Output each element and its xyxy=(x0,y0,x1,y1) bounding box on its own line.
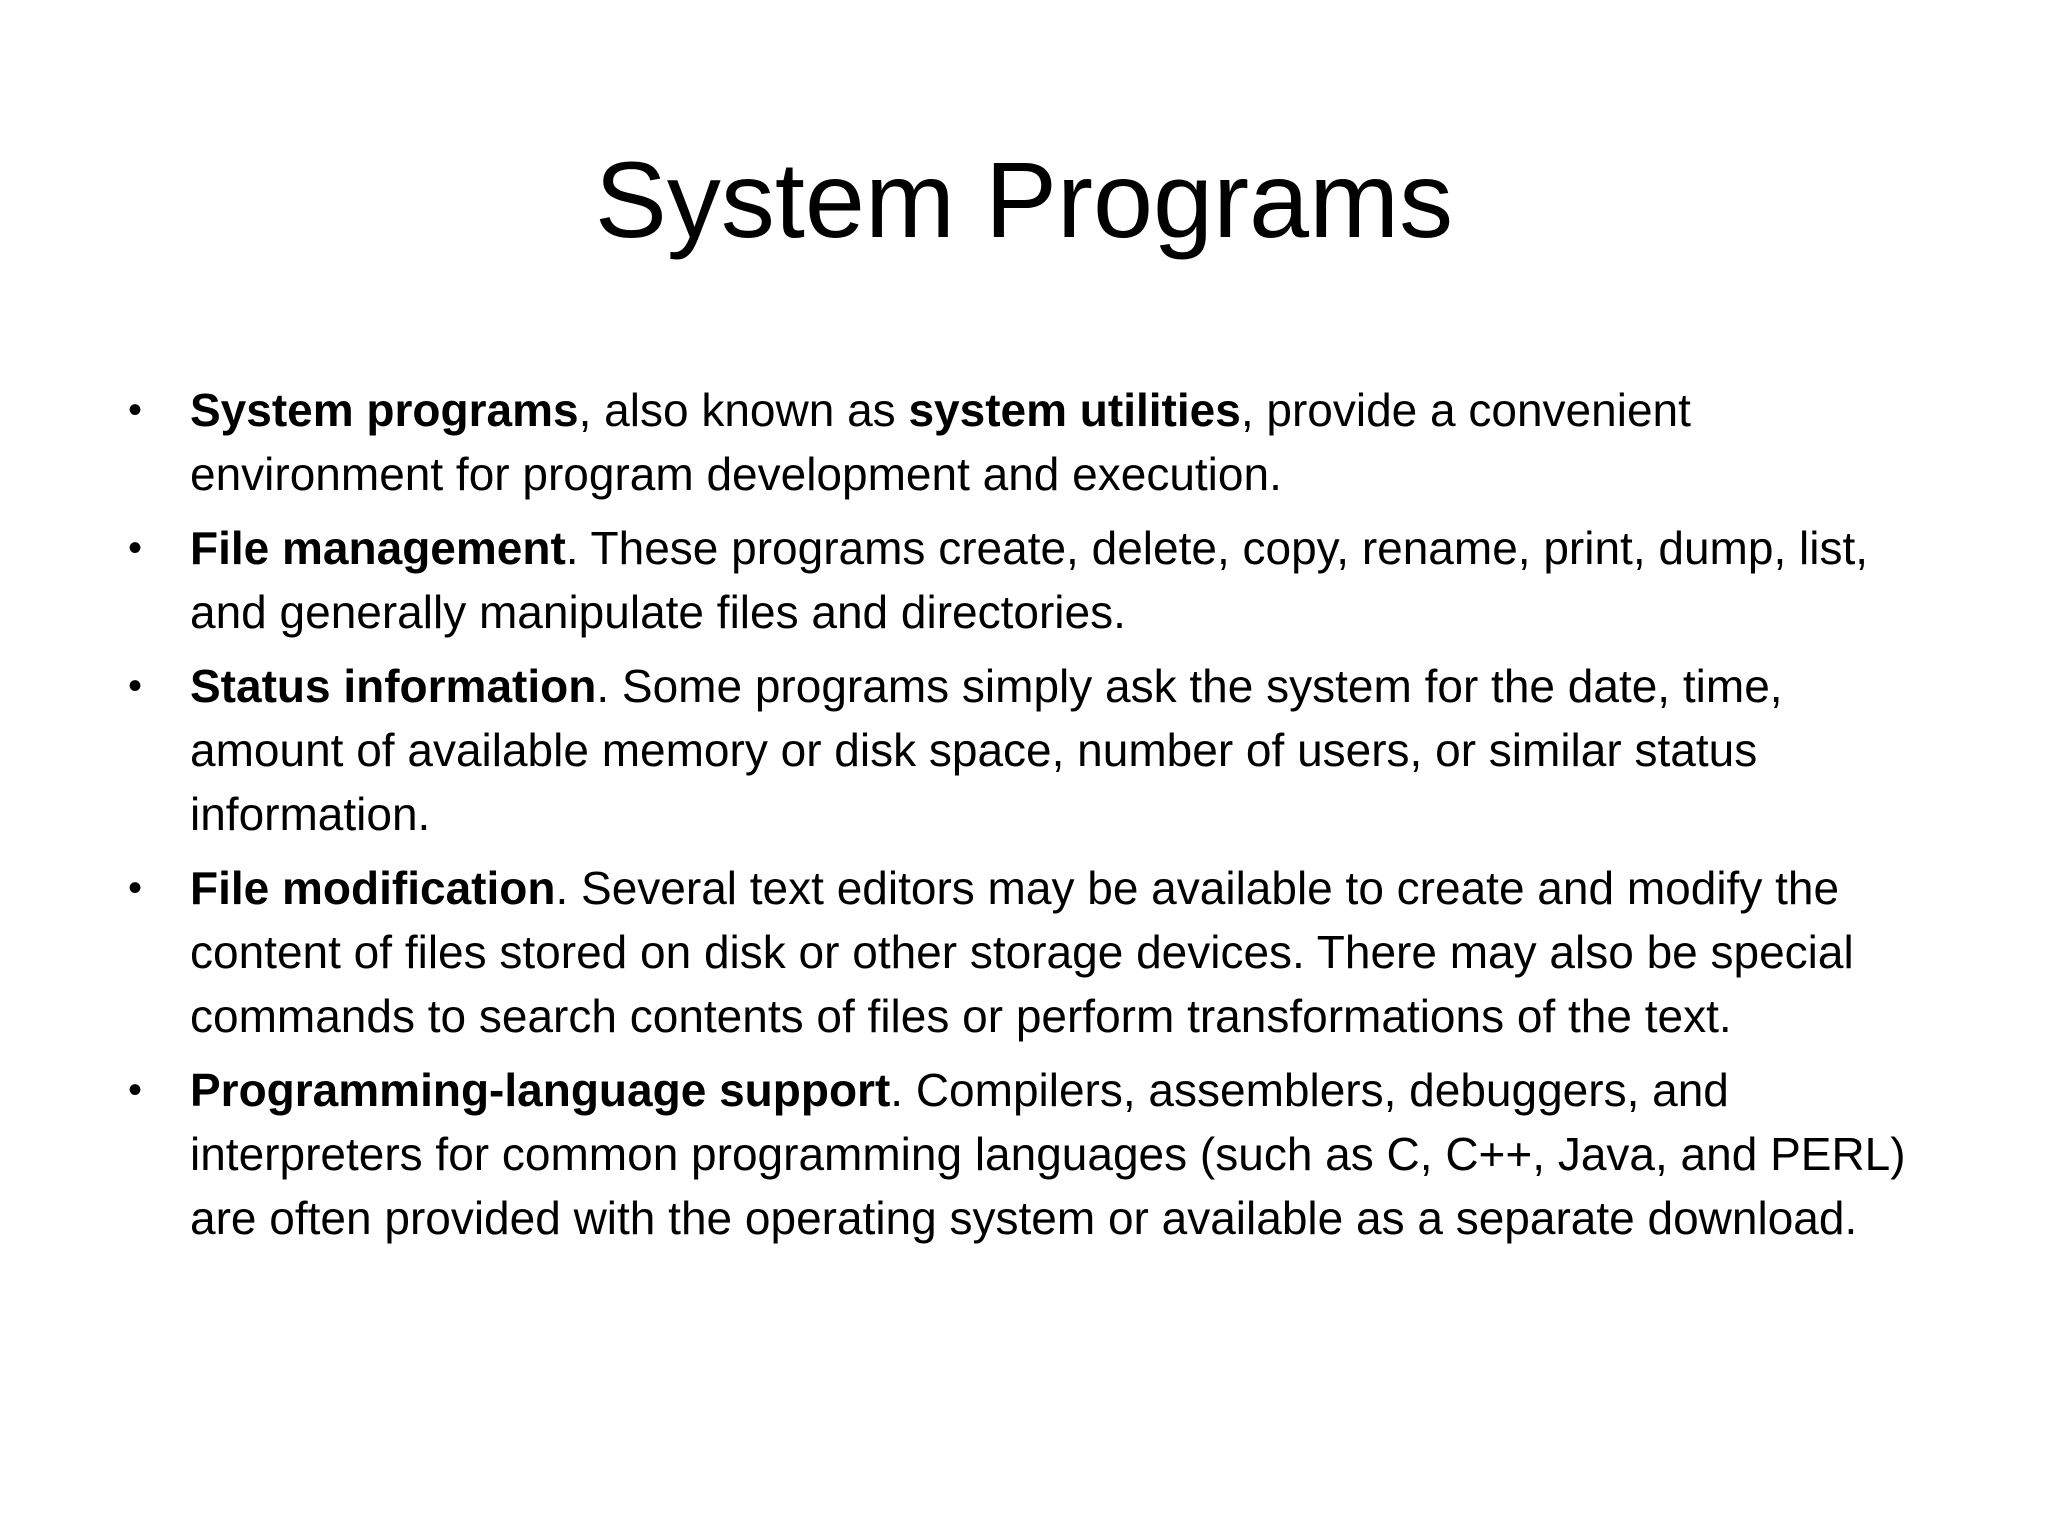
bullet-text-bold: Programming-language support xyxy=(190,1064,891,1116)
bullet-item xyxy=(120,378,1930,506)
bullet-item xyxy=(120,654,1930,846)
bullet-dot-icon: • xyxy=(128,1068,143,1112)
bullet-text-bold: File modification xyxy=(190,862,556,914)
bullet-text-bold: File management xyxy=(190,522,566,574)
bullet-text: . These programs create, delete, copy, rename, print, dump, list, and generally manipulate files and directories. xyxy=(190,522,1869,638)
bullet-text: . Compilers, assemblers, debuggers, and interpreters for common programming languages (such as C, C++, Java, and PERL) are often provided with the operating system or available as a separate download. xyxy=(190,1064,1906,1244)
bullet-text: . Some programs simply ask the system for the date, time, amount of available memory or disk space, number of users, or similar status information. xyxy=(190,660,1783,840)
bullet-text: , also known as xyxy=(578,384,909,436)
bullet-text: , provide a convenient environment for program development and execution. xyxy=(190,384,1691,500)
bullet-dot-icon: • xyxy=(128,664,143,708)
bullet-dot-icon: • xyxy=(128,866,143,910)
bullet-item xyxy=(120,1058,1930,1250)
bullet-text-bold: system utilities xyxy=(908,384,1241,436)
bullet-item xyxy=(120,856,1930,1048)
bullet-text: . Several text editors may be available to create and modify the content of files stored on disk or other storage devices. There may also be special commands to search contents of files or perform transformations of the text. xyxy=(190,862,1854,1042)
bullet-text-bold: Status information xyxy=(190,660,597,712)
bullet-text-bold: System programs xyxy=(190,384,579,436)
slide-title: System Programs xyxy=(594,139,1454,260)
bullet-list xyxy=(120,378,1930,1260)
bullet-dot-icon: • xyxy=(128,526,143,570)
bullet-item xyxy=(120,516,1930,644)
bullet-dot-icon: • xyxy=(128,388,143,432)
